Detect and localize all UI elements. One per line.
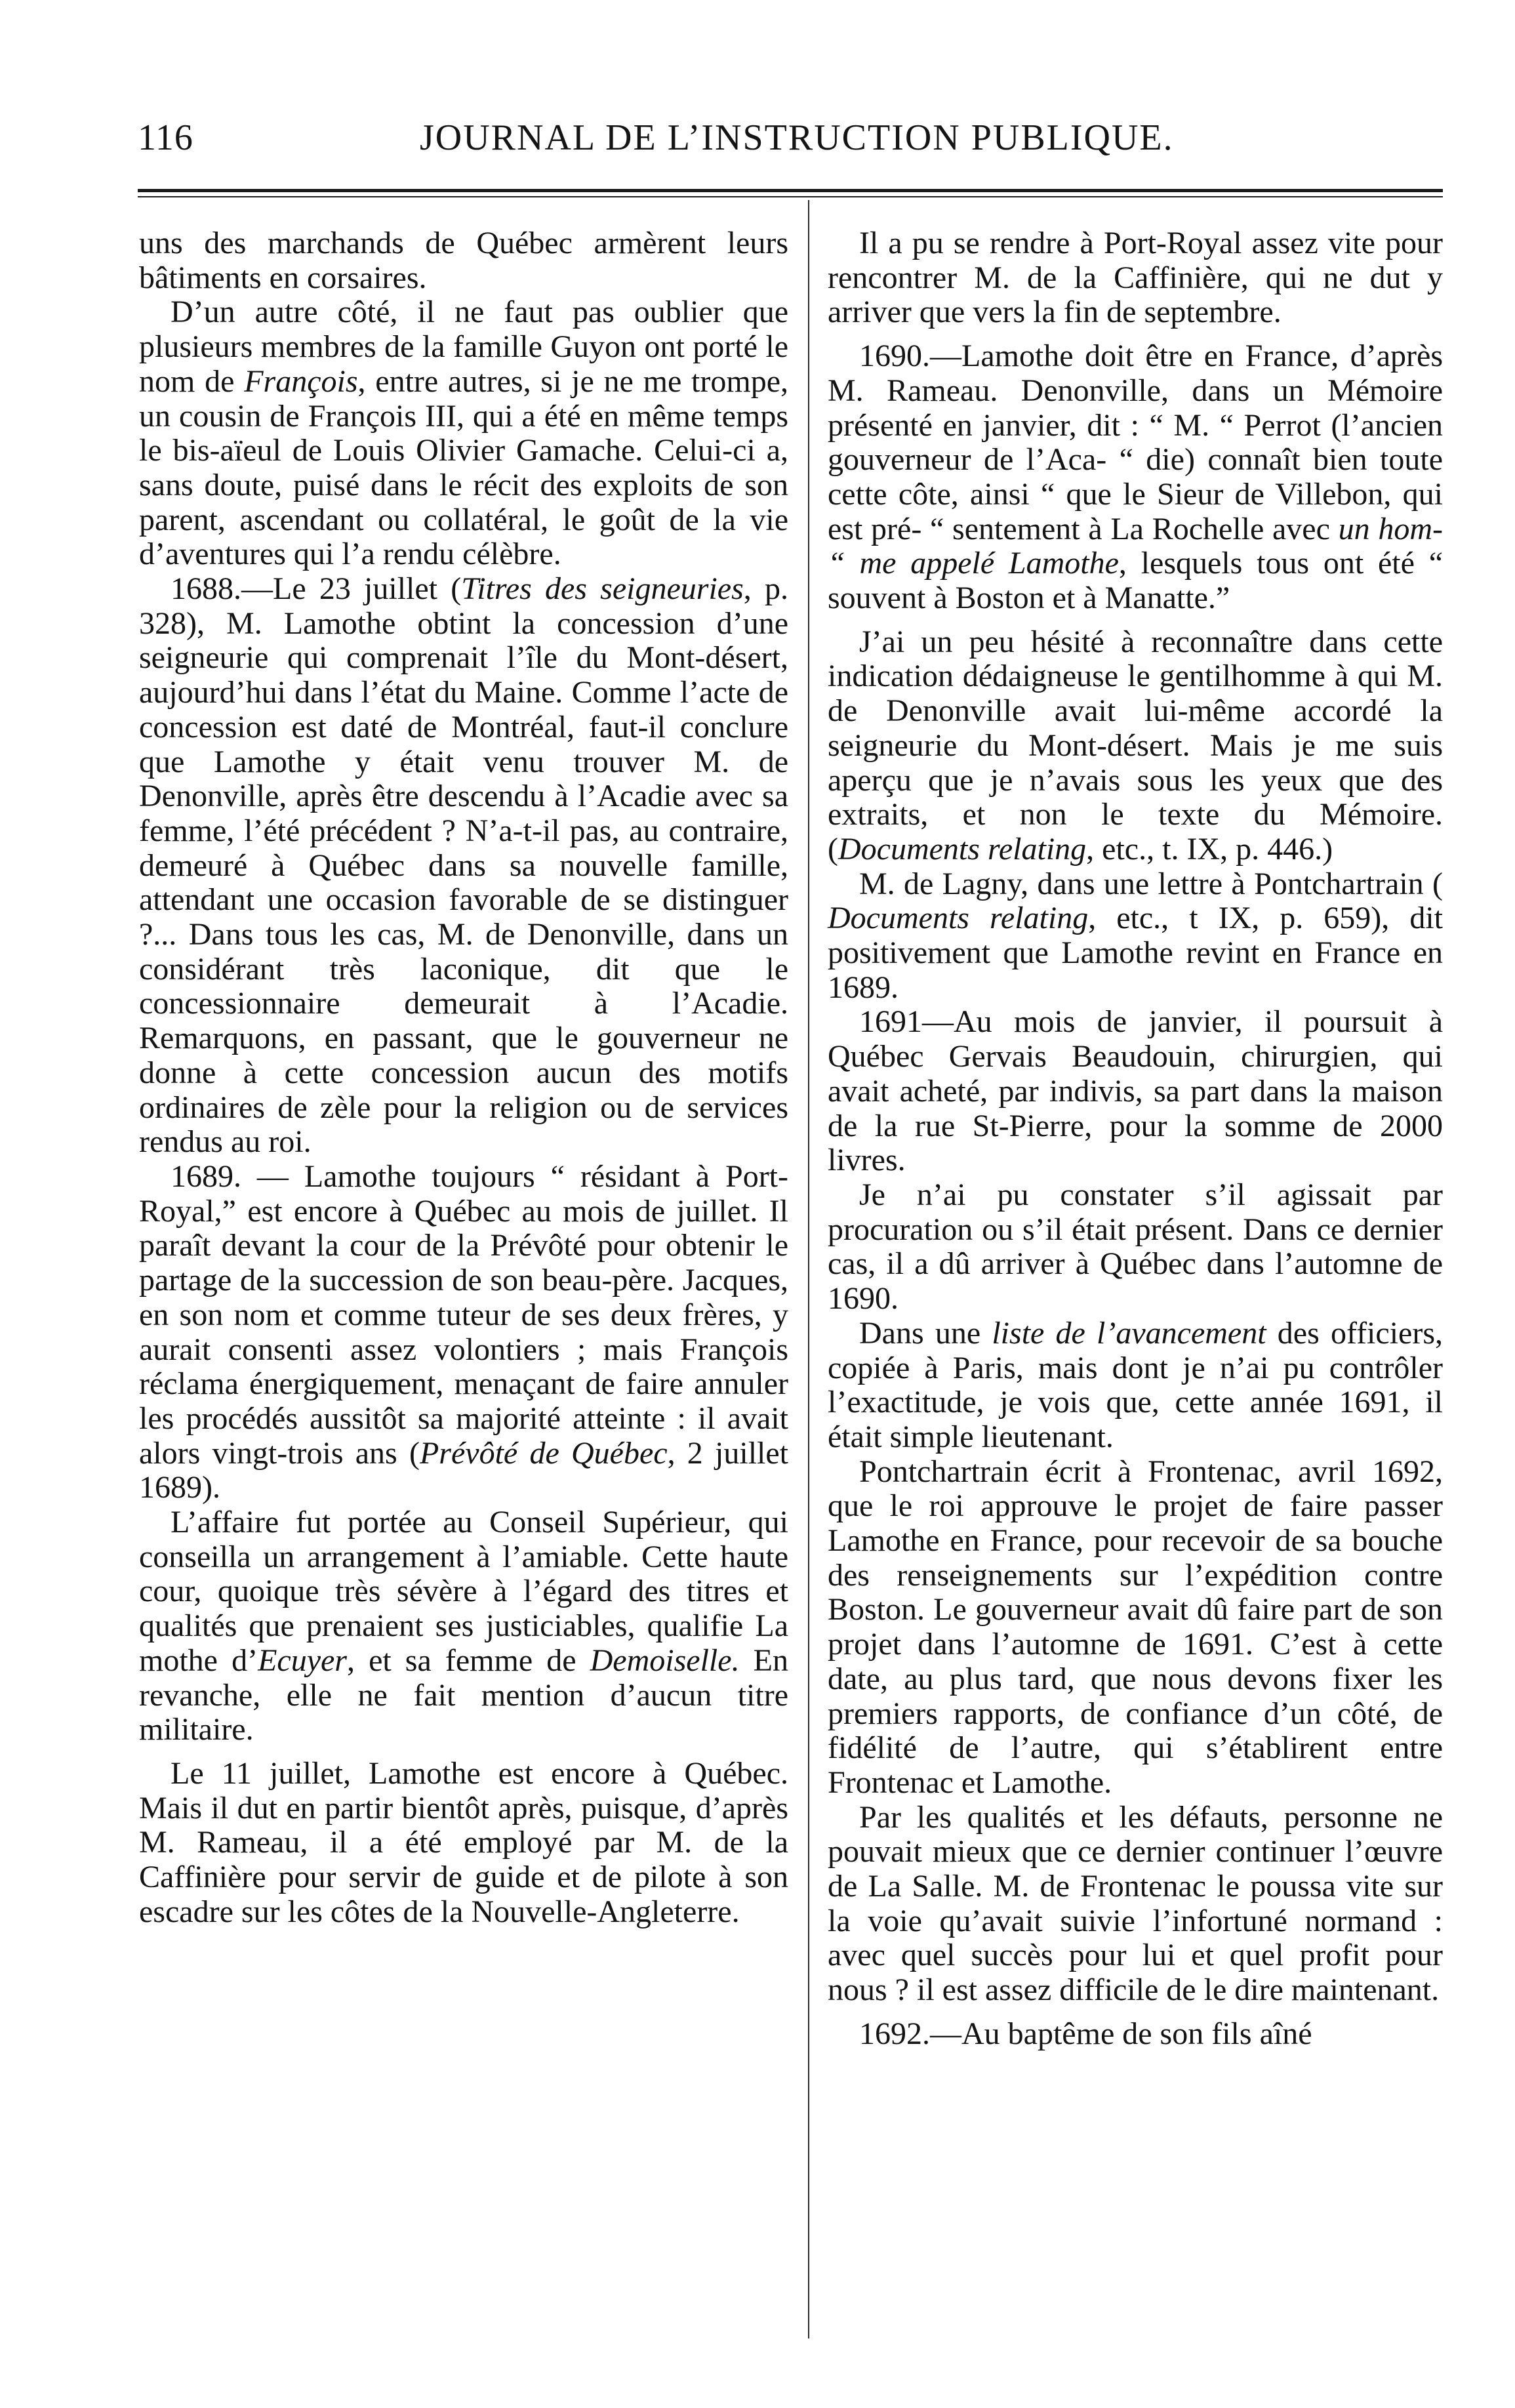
paragraph-text: Je n’ai pu constater s’il agissait par procuration ou s’il était présent. Dans ce dernier cas, il a dû arriver à Québec dans l’automne de 1690. [828,1177,1443,1316]
paragraph [139,1505,788,1747]
paragraph [828,339,1443,616]
paragraph [828,1178,1443,1316]
paragraph-text: , etc., t. IX, p. 446.) [1086,831,1333,867]
paragraph [139,226,788,295]
paragraph [139,1160,788,1505]
paragraph-text: D’un autre côté, il ne faut pas oublier que plusieurs membres de la famille Guyon ont porté le nom de [139,295,788,399]
paragraph [828,1455,1443,1801]
running-title: JOURNAL DE L’INSTRUCTION PUBLIQUE. [420,117,1174,158]
italic-text: Demoiselle. [590,1643,740,1678]
paragraph-text: Il a pu se rendre à Port-Royal assez vite pour rencontrer M. de la Caffinière, qui ne dut y arriver que vers la fin de septembre. [828,226,1443,330]
left-column [139,226,788,1929]
italic-text: Documents relating [838,831,1087,867]
paragraph-text: Dans une [859,1315,992,1351]
paragraph-text: 1688.—Le 23 juillet ( [171,571,462,607]
paragraph-text: Le 11 juillet, Lamothe est encore à Québec. Mais il dut en partir bientôt après, puisque, d’après M. Rameau, il a été employé par M. de la Caffinière pour servir de guide et de pilote à son escadre sur les côtes de la Nouvelle-Angleterre. [139,1755,788,1929]
paragraph-text: , 2 juillet 1689). [139,1435,789,1505]
paragraph-text: 1690.—Lamothe doit être en France, d’après M. Rameau. Denonville, dans un Mémoire présenté en janvier, dit : “ M. “ Perrot (l’ancien gouverneur de l’Aca- “ die) connaît bien toute cette côte, ainsi “ que le Sieur de Villebon, qui est pré- “ sentement à La Rochelle avec [828,338,1443,546]
paragraph [828,226,1443,330]
paragraph [139,572,788,1160]
paragraph-text: Pontchartrain écrit à Frontenac, avril 1692, que le roi approuve le projet de faire passer Lamothe en France, pour recevoir de sa bouche des renseignements sur l’expédition contre Boston. Le gouverneur avait dû faire part de son projet dans l’automne de 1691. C’est à cette date, au plus tard, que nous devons fixer les premiers rapports, de confiance d’un côté, de fidélité de l’autre, qui s’établirent entre Frontenac et Lamothe. [828,1454,1443,1800]
italic-text: Prévôté de Québec [419,1435,668,1471]
paragraph [828,1316,1443,1455]
paragraph-text: L’affaire fut portée au Conseil Supérieur, qui conseilla un arrangement à l’amiable. Cette haute cour, quoique très sévère à l’égard des titres et qualités que prenaient ses justiciables, qualifie La mothe d’ [139,1505,788,1678]
header-rule-thin [138,196,1443,197]
paragraph-text: En revanche, elle ne fait mention d’aucun titre militaire. [139,1643,788,1747]
page-number: 116 [138,117,193,158]
column-divider [808,200,809,2338]
paragraph-text: , entre autres, si je ne me trompe, un cousin de François III, qui a été en même temps le bis-aïeul de Louis Olivier Gamache. Celui-ci a, sans doute, puisé dans le récit des exploits de son parent, ascendant ou collatéral, le goût de la vie d’aventures qui l’a rendu célèbre. [139,363,789,572]
paragraph-text: Par les qualités et les défauts, personne ne pouvait mieux que ce dernier continuer l’œuvre de La Salle. M. de Frontenac le poussa vite sur la voie qu’avait suivie l’infortuné normand : avec quel succès pour lui et quel profit pour nous ? il est assez difficile de le dire maintenant. [828,1799,1443,2008]
italic-text: Documents relating [828,901,1089,936]
italic-text: François [244,363,358,399]
paragraph-text: , etc., t IX, p. 659), dit positivement que Lamothe revint en France en 1689. [828,901,1443,1005]
paragraph [139,1757,788,1930]
paragraph-text: 1692.—Au baptême de son fils aîné [859,2016,1312,2051]
paragraph-text: M. de Lagny, dans une lettre à Pontchartrain ( [859,866,1443,901]
paragraph [828,1005,1443,1178]
paragraph [828,625,1443,867]
page-header [138,117,1443,169]
header-rule [138,189,1443,192]
paragraph [828,1801,1443,2008]
italic-text: Titres des seigneuries [461,571,744,607]
paragraph-text: uns des marchands de Québec armèrent leurs bâtiments en corsaires. [139,226,788,295]
paragraph-text: , p. 328), M. Lamothe obtint la concession d’une seigneurie qui comprenait l’île du Mont-désert, aujourd’hui dans l’état du Maine. Comme l’acte de concession est daté de Montréal, faut-il conclure que Lamothe y était venu trouver M. de Denonville, après être descendu à l’Acadie avec sa femme, l’été précédent ? N’a-t-il pas, au contraire, demeuré à Québec dans sa nouvelle famille, attendant une occasion favorable de se distinguer ?... Dans tous les cas, M. de Denonville, dans un considérant très laconique, dit que le concessionnaire demeurait à l’Acadie. Remarquons, en passant, que le gouverneur ne donne à cette concession aucun des motifs ordinaires de zèle pour la religion ou de services rendus au roi. [139,571,788,1160]
paragraph-text: , lesquels tous ont été “ souvent à Boston et à Manatte.” [828,546,1444,616]
right-column [828,226,1443,2052]
paragraph-text: , et sa femme de [346,1643,590,1678]
paragraph [828,2017,1443,2052]
paragraph [828,867,1443,1006]
italic-text: Ecuyer [258,1643,347,1678]
italic-text: un hom- “ me appelé Lamothe [828,511,1443,581]
paragraph-text: J’ai un peu hésité à reconnaître dans cette indication dédaigneuse le gentilhomme à qui M. de Denonville avait lui-même accordé la seigneurie du Mont-désert. Mais je me suis aperçu que je n’avais sous les yeux que des extraits, et non le texte du Mémoire. ( [828,624,1443,867]
paragraph-text: 1691—Au mois de janvier, il poursuit à Québec Gervais Beaudouin, chirurgien, qui avait acheté, par indivis, sa part dans la maison de la rue St-Pierre, pour la somme de 2000 livres. [828,1004,1443,1178]
paragraph [139,295,788,572]
paragraph-text: des officiers, copiée à Paris, mais dont je n’ai pu contrôler l’exactitude, je vois que, cette année 1691, il était simple lieutenant. [828,1315,1443,1454]
italic-text: liste de l’avancement [992,1315,1266,1351]
paragraph-text: 1689. — Lamothe toujours “ résidant à Port-Royal,” est encore à Québec au mois de juillet. Il paraît devant la cour de la Prévôté pour obtenir le partage de la succession de son beau-père. Jacques, en son nom et comme tuteur de ses deux frères, y aurait consenti assez volontiers ; mais François réclama énergiquement, menaçant de faire annuler les procédés aussitôt sa majorité atteinte : il avait alors vingt-trois ans ( [139,1158,788,1471]
